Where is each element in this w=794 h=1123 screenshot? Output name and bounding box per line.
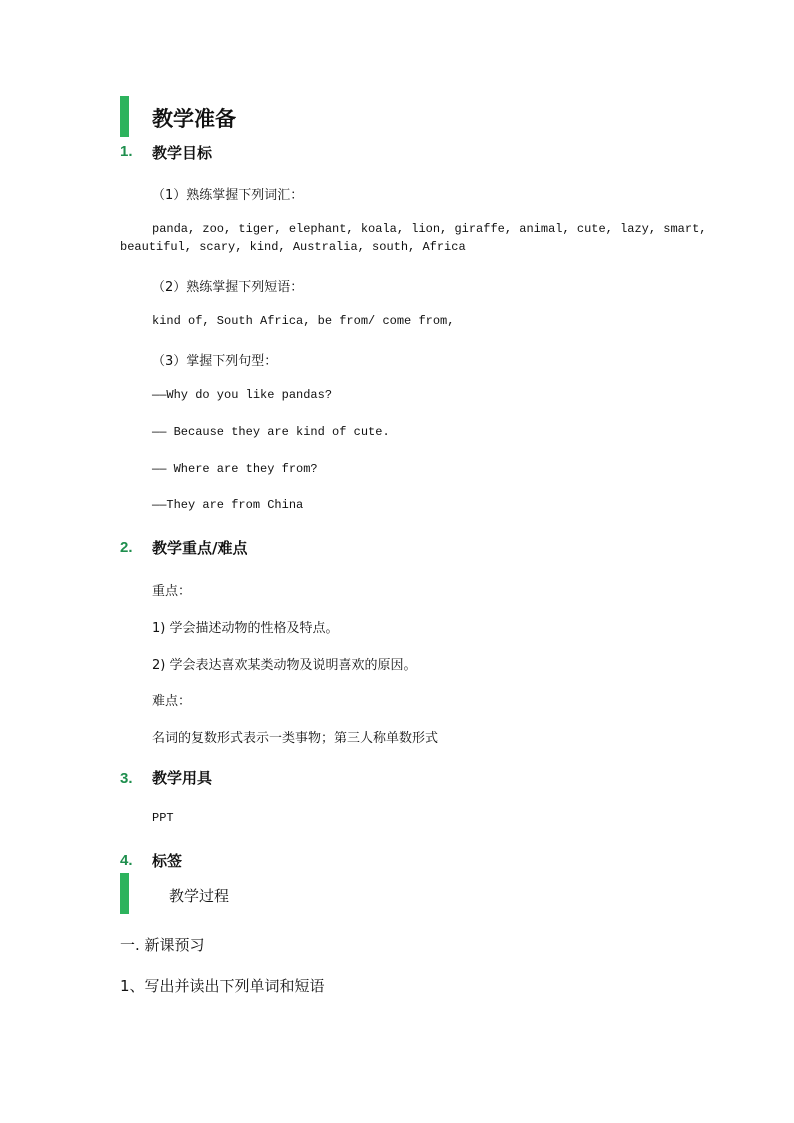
vocab-line-1: panda, zoo, tiger, elephant, koala, lion, giraffe, animal, cute, lazy, smart, [152,222,707,236]
sentence-label: （3）掌握下列句型： [152,354,278,369]
key-label: 重点： [152,584,192,599]
item-number-4: 4. [120,852,133,869]
vocab-label: （1）熟练掌握下列词汇： [152,188,304,203]
phrase-list: kind of, South Africa, be from/ come from, [152,314,455,328]
phrase-label: （2）熟练掌握下列短语： [152,280,304,295]
sentence-2: —— Because they are kind of cute. [152,425,390,439]
key-point-2: 2) 学会表达喜欢某类动物及说明喜欢的原因。 [152,658,417,673]
item-number-1: 1. [120,143,133,160]
item-title-2: 教学重点/难点 [152,539,248,557]
process-title: 教学过程 [169,887,230,905]
difficult-point: 名词的复数形式表示一类事物；第三人称单数形式 [152,731,439,746]
sentence-4: ——They are from China [152,498,304,512]
item-title-3: 教学用具 [152,769,213,787]
sentence-3: —— Where are they from? [152,462,318,476]
section-title: 教学准备 [152,107,236,131]
vocab-line-2: beautiful, scary, kind, Australia, south, Africa [120,240,466,254]
key-point-1: 1) 学会描述动物的性格及特点。 [152,621,339,636]
item-number-3: 3. [120,770,133,787]
tools-value: PPT [152,811,174,825]
difficult-label: 难点： [152,694,192,709]
item-title-4: 标签 [152,852,183,870]
section-accent-bar [120,96,129,137]
preview-heading: 一. 新课预习 [120,936,205,954]
item-number-2: 2. [120,539,133,556]
sentence-1: ——Why do you like pandas? [152,388,333,402]
item-title-1: 教学目标 [152,144,213,162]
preview-item-1: 1、写出并读出下列单词和短语 [120,977,325,995]
process-accent-bar [120,873,129,914]
